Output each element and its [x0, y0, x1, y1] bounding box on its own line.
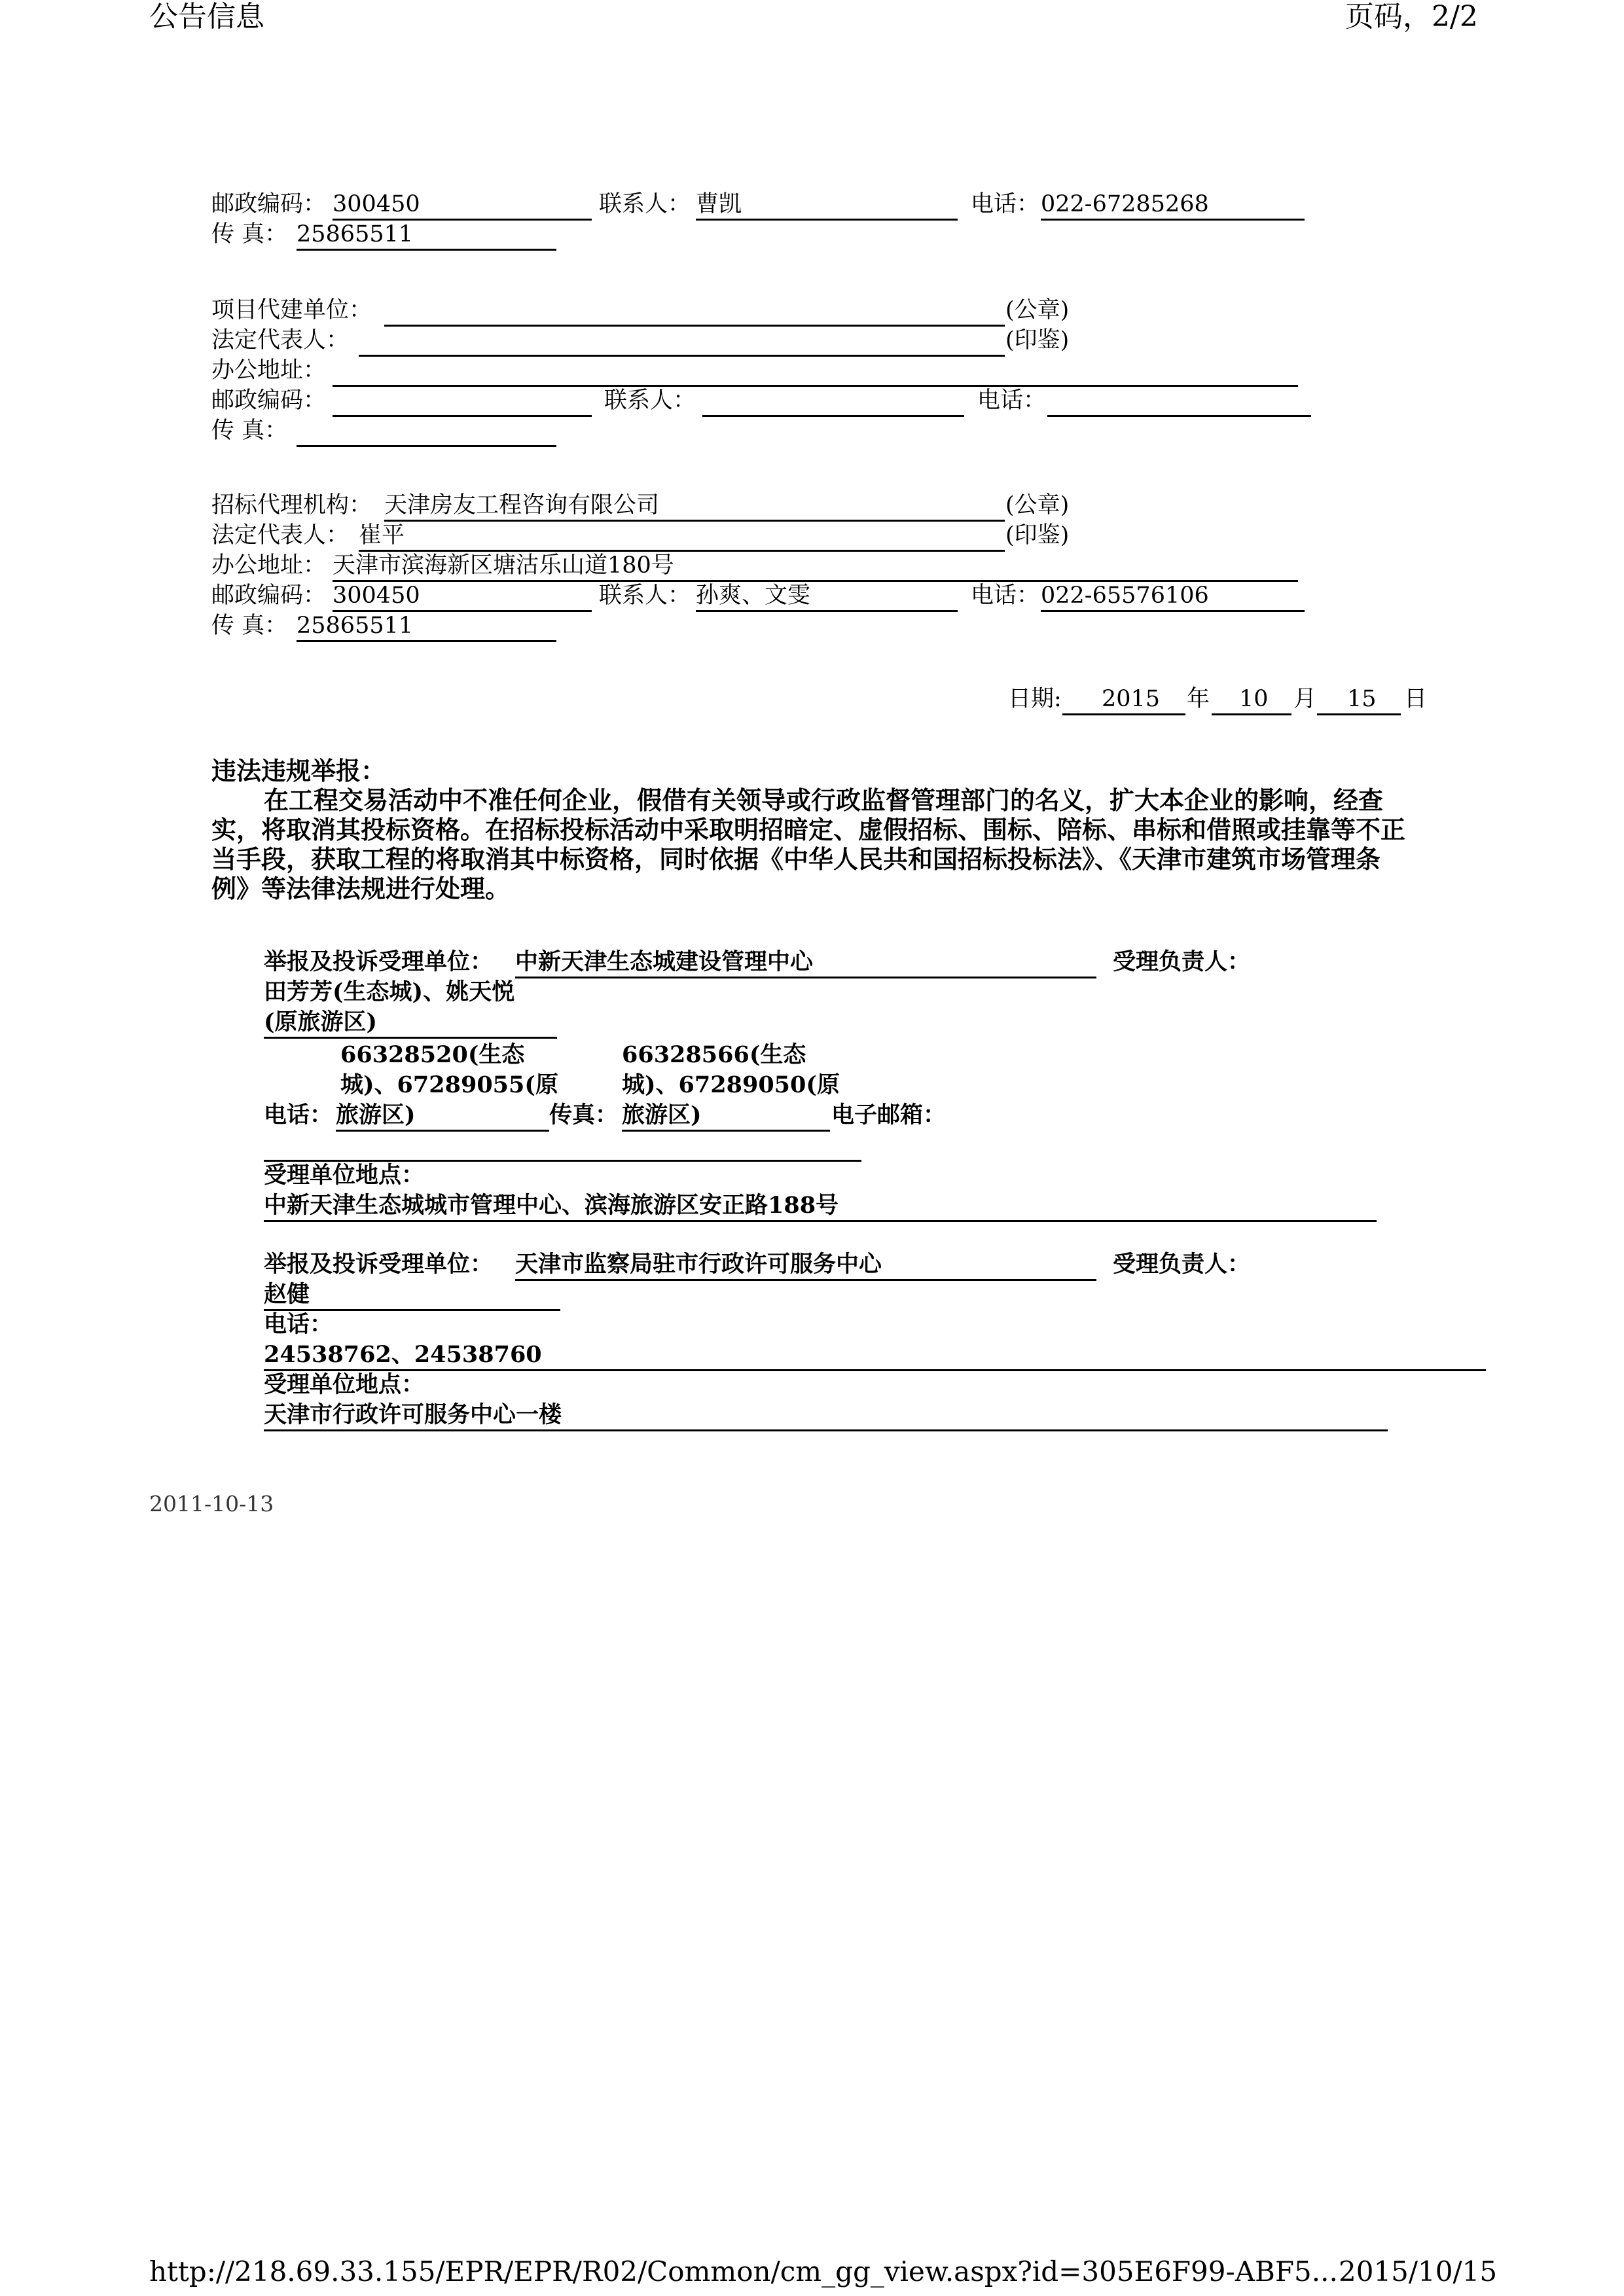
postcode-label: 邮政编码： [211, 583, 327, 609]
complaint-unit-field: 中新天津生态城建设管理中心 [515, 948, 1096, 978]
postcode-label: 邮政编码： [211, 191, 327, 217]
complaint-unit-field: 天津市监察局驻市行政许可服务中心 [515, 1250, 1096, 1281]
contact-field [702, 386, 964, 417]
agent-unit-field [384, 296, 1005, 327]
fax-field: 25865511 [297, 220, 556, 251]
fax-label: 传 真： [211, 613, 288, 639]
footer-date: 2015/10/15 [1339, 2255, 1498, 2287]
stamp-mark: (印鉴) [1005, 522, 1070, 548]
legal-rep-label: 法定代表人： [211, 522, 350, 548]
postcode-field [333, 386, 592, 417]
fax-field: 25865511 [297, 611, 556, 642]
person-field: (原旅游区) [264, 1008, 557, 1039]
address-field: 天津市滨海新区塘沽乐山道180号 [333, 551, 1298, 582]
complaint-unit-label: 举报及投诉受理单位： [264, 948, 494, 975]
fax-label: 传真： [549, 1102, 619, 1128]
phone-label: 电话： [971, 191, 1040, 217]
email-field [264, 1131, 861, 1162]
person-label: 受理负责人： [1113, 948, 1251, 975]
phone-label: 电话： [977, 387, 1047, 414]
location-label: 受理单位地点： [264, 1371, 425, 1398]
stamp-mark: (印鉴) [1005, 327, 1070, 353]
phone-field: 24538762、24538760 [264, 1340, 1486, 1371]
side-date: 2011-10-13 [149, 1491, 274, 1516]
phone-label: 电话： [264, 1311, 333, 1338]
legal-rep-label: 法定代表人： [211, 327, 350, 353]
report-line-4: 例》等法律法规进行处理。 [211, 874, 511, 903]
month-unit: 月 [1293, 686, 1317, 712]
person-line-1: 田芳芳(生态城)、姚天悦 [264, 978, 515, 1005]
contact-label: 联系人： [599, 583, 691, 609]
fax-field [297, 416, 556, 447]
location-field: 天津市行政许可服务中心一楼 [264, 1401, 1388, 1431]
agent-unit-label: 项目代建单位： [211, 297, 372, 323]
date-label: 日期: [1008, 686, 1062, 712]
year-unit: 年 [1187, 686, 1210, 712]
location-label: 受理单位地点： [264, 1162, 425, 1189]
phone-field: 022-65576106 [1041, 581, 1305, 612]
report-line-2: 实，将取消其投标资格。在招标投标活动中采取明招暗定、虚假招标、围标、陪标、串标和借照或挂靠等不正 [211, 815, 1406, 844]
fax-label: 传 真： [211, 221, 288, 247]
seal-mark: (公章) [1005, 297, 1070, 323]
email-label: 电子邮箱： [831, 1102, 947, 1128]
header-title: 公告信息 [149, 0, 264, 33]
fax-line-2: 城)、67289050(原 [622, 1071, 840, 1098]
person-field: 赵健 [264, 1280, 560, 1311]
phone-line-2: 城)、67289055(原 [340, 1071, 558, 1098]
phone-label: 电话： [971, 583, 1040, 609]
report-title: 违法违规举报： [211, 756, 386, 785]
contact-label: 联系人： [599, 191, 691, 217]
footer-url[interactable]: http://218.69.33.155/EPR/EPR/R02/Common/cm_gg_view.aspx?id=305E6F99-ABF5... [149, 2255, 1338, 2287]
date-month: 10 [1212, 685, 1291, 715]
fax-label: 传 真： [211, 418, 288, 444]
location-field: 中新天津生态城城市管理中心、滨海旅游区安正路188号 [264, 1191, 1377, 1222]
phone-label: 电话： [264, 1102, 333, 1128]
legal-rep-field: 崔平 [359, 521, 1005, 552]
legal-rep-field [359, 326, 1005, 357]
agency-field: 天津房友工程咨询有限公司 [384, 491, 1005, 522]
address-field [333, 356, 1298, 387]
address-label: 办公地址： [211, 357, 327, 384]
report-line-1: 在工程交易活动中不准任何企业，假借有关领导或行政监督管理部门的名义，扩大本企业的影响，经查 [264, 785, 1384, 815]
phone-field: 022-67285268 [1041, 190, 1305, 221]
fax-field: 旅游区) [622, 1101, 830, 1132]
page-number: 页码，2/2 [1345, 0, 1478, 33]
contact-field: 曹凯 [696, 190, 958, 221]
report-line-3: 当手段，获取工程的将取消其中标资格，同时依据《中华人民共和国招标投标法》、《天津市建筑市场管理条 [211, 844, 1381, 874]
person-label: 受理负责人： [1113, 1251, 1251, 1278]
phone-line-1: 66328520(生态 [340, 1041, 525, 1068]
fax-line-1: 66328566(生态 [622, 1041, 806, 1068]
date-day: 15 [1317, 685, 1401, 715]
contact-label: 联系人： [604, 387, 696, 414]
date-year: 2015 [1062, 685, 1185, 715]
seal-mark: (公章) [1005, 492, 1070, 518]
postcode-label: 邮政编码： [211, 387, 327, 414]
address-label: 办公地址： [211, 552, 327, 579]
agency-label: 招标代理机构： [211, 492, 372, 518]
contact-field: 孙爽、文雯 [696, 581, 958, 612]
phone-field: 旅游区) [336, 1101, 549, 1132]
postcode-field: 300450 [333, 190, 592, 221]
postcode-field: 300450 [333, 581, 592, 612]
day-unit: 日 [1404, 686, 1428, 712]
complaint-unit-label: 举报及投诉受理单位： [264, 1251, 494, 1278]
phone-field [1047, 386, 1311, 417]
